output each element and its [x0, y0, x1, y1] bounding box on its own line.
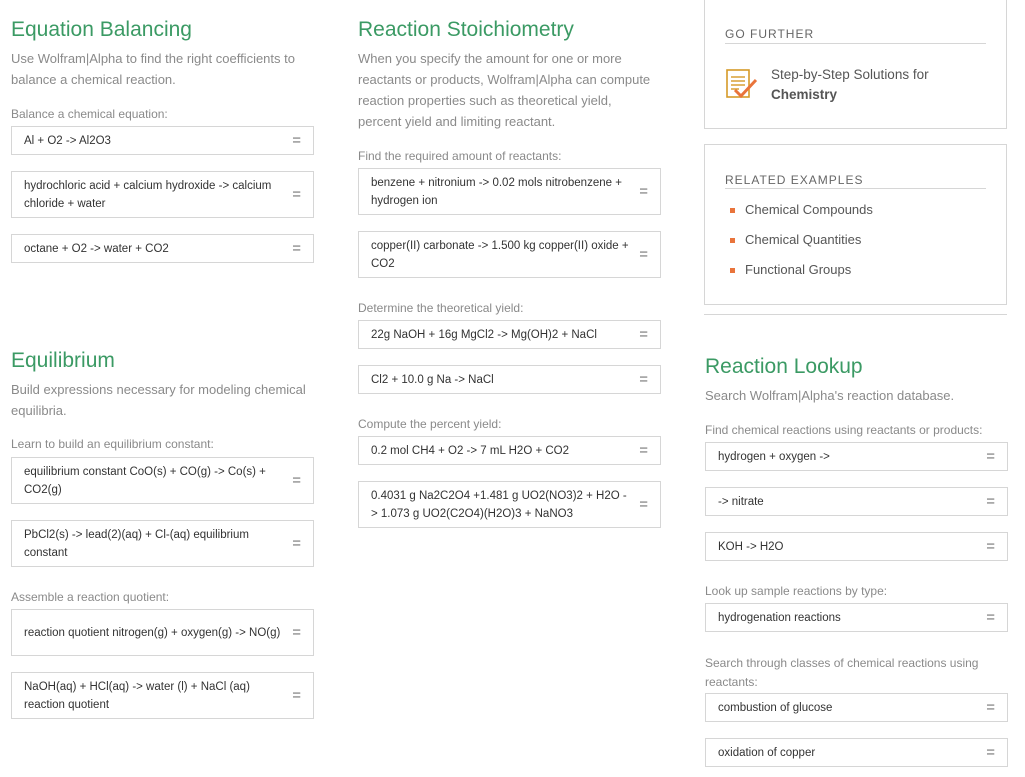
compute-equals-icon[interactable]: =: [292, 185, 301, 203]
example-text: oxidation of copper: [718, 746, 816, 759]
related-link-chemical-quantities[interactable]: Chemical Quantities: [745, 232, 862, 247]
example-text: Al + O2 -> Al2O3: [24, 134, 111, 147]
example-text: copper(II) carbonate -> 1.500 kg copper(II) oxide + CO2: [371, 239, 629, 270]
equilibrium-constant-label: Learn to build an equilibrium constant:: [11, 437, 214, 451]
example-input[interactable]: [358, 320, 661, 349]
compute-equals-icon[interactable]: =: [639, 495, 648, 513]
equilibrium-description: Build expressions necessary for modeling chemical equilibria.: [11, 382, 306, 418]
stoichiometry-title: Reaction Stoichiometry: [358, 18, 574, 41]
example-input[interactable]: [705, 693, 1008, 722]
stoichiometry-description: When you specify the amount for one or more reactants or products, Wolfram|Alpha can compute reaction properties such as theoretical yield, percent yield and limiting reactant.: [358, 51, 651, 129]
reaction-lookup-description: Search Wolfram|Alpha's reaction database.: [705, 388, 955, 403]
required-reactants-label: Find the required amount of reactants:: [358, 149, 562, 163]
step-by-step-line1: Step-by-Step Solutions for: [771, 67, 929, 82]
bullet-icon: [730, 268, 735, 273]
example-text: hydrogen + oxygen ->: [718, 450, 830, 463]
example-text: PbCl2(s) -> lead(2)(aq) + Cl-(aq) equilibrium constant: [24, 528, 249, 559]
example-text: hydrochloric acid + calcium hydroxide -> calcium chloride + water: [24, 179, 272, 210]
compute-equals-icon[interactable]: =: [639, 441, 648, 459]
equation-balancing-description: Use Wolfram|Alpha to find the right coefficients to balance a chemical reaction.: [11, 51, 295, 87]
section-divider: [704, 314, 1007, 315]
theoretical-yield-label: Determine the theoretical yield:: [358, 301, 524, 315]
example-text: reaction quotient nitrogen(g) + oxygen(g) -> NO(g): [24, 626, 281, 639]
example-input[interactable]: [705, 738, 1008, 767]
compute-equals-icon[interactable]: =: [292, 471, 301, 489]
reaction-quotient-label: Assemble a reaction quotient:: [11, 590, 170, 604]
compute-equals-icon[interactable]: =: [986, 537, 995, 555]
step-by-step-link[interactable]: [771, 65, 929, 105]
related-link-functional-groups[interactable]: Functional Groups: [745, 262, 852, 277]
example-text: -> nitrate: [718, 495, 764, 508]
example-text: 22g NaOH + 16g MgCl2 -> Mg(OH)2 + NaCl: [371, 328, 597, 341]
go-further-heading: GO FURTHER: [725, 27, 815, 41]
example-input[interactable]: [358, 365, 661, 394]
compute-equals-icon[interactable]: =: [639, 182, 648, 200]
example-input[interactable]: [11, 672, 314, 719]
compute-equals-icon[interactable]: =: [639, 245, 648, 263]
compute-equals-icon[interactable]: =: [986, 492, 995, 510]
example-text: KOH -> H2O: [718, 540, 784, 553]
related-examples-panel: [704, 144, 1007, 305]
compute-equals-icon[interactable]: =: [986, 447, 995, 465]
example-input[interactable]: [11, 171, 314, 218]
compute-equals-icon[interactable]: =: [986, 698, 995, 716]
example-input[interactable]: [11, 234, 314, 263]
example-input[interactable]: [705, 603, 1008, 632]
percent-yield-label: Compute the percent yield:: [358, 417, 502, 431]
step-by-step-line2: Chemistry: [771, 87, 838, 102]
compute-equals-icon[interactable]: =: [986, 743, 995, 761]
example-input[interactable]: [358, 168, 661, 215]
related-link-chemical-compounds[interactable]: Chemical Compounds: [745, 202, 873, 217]
balance-equation-label: Balance a chemical equation:: [11, 107, 168, 121]
equation-balancing-title: Equation Balancing: [11, 18, 192, 41]
reactions-by-type-label: Look up sample reactions by type:: [705, 584, 888, 598]
reaction-lookup-title: Reaction Lookup: [705, 355, 863, 378]
example-input[interactable]: [358, 436, 661, 465]
example-input[interactable]: [11, 126, 314, 155]
equilibrium-title: Equilibrium: [11, 349, 115, 372]
compute-equals-icon[interactable]: =: [292, 239, 301, 257]
example-input[interactable]: [358, 231, 661, 278]
panel-divider: [725, 43, 986, 44]
compute-equals-icon[interactable]: =: [292, 534, 301, 552]
example-input[interactable]: [705, 487, 1008, 516]
compute-equals-icon[interactable]: =: [986, 608, 995, 626]
reactants-products-label: Find chemical reactions using reactants or products:: [705, 423, 983, 437]
compute-equals-icon[interactable]: =: [292, 686, 301, 704]
example-input[interactable]: [358, 481, 661, 528]
step-by-step-icon[interactable]: [725, 69, 759, 101]
example-text: hydrogenation reactions: [718, 611, 841, 624]
panel-divider: [725, 188, 986, 189]
example-text: octane + O2 -> water + CO2: [24, 242, 169, 255]
example-text: Cl2 + 10.0 g Na -> NaCl: [371, 373, 494, 386]
example-text: benzene + nitronium -> 0.02 mols nitrobenzene + hydrogen ion: [371, 176, 622, 207]
example-input[interactable]: [11, 457, 314, 504]
example-text: 0.2 mol CH4 + O2 -> 7 mL H2O + CO2: [371, 444, 570, 457]
example-input[interactable]: [705, 442, 1008, 471]
example-text: combustion of glucose: [718, 701, 833, 714]
example-input[interactable]: [11, 520, 314, 567]
related-examples-heading: RELATED EXAMPLES: [725, 173, 864, 187]
example-input[interactable]: [11, 609, 314, 656]
compute-equals-icon[interactable]: =: [292, 131, 301, 149]
compute-equals-icon[interactable]: =: [292, 623, 301, 641]
example-text: NaOH(aq) + HCl(aq) -> water (l) + NaCl (aq) reaction quotient: [24, 680, 250, 711]
reaction-classes-label: Search through classes of chemical reactions using reactants:: [705, 656, 979, 689]
compute-equals-icon[interactable]: =: [639, 370, 648, 388]
example-text: 0.4031 g Na2C2O4 +1.481 g UO2(NO3)2 + H2O -> 1.073 g UO2(C2O4)(H2O)3 + NaNO3: [371, 489, 627, 520]
bullet-icon: [730, 208, 735, 213]
example-text: equilibrium constant CoO(s) + CO(g) -> Co(s) + CO2(g): [24, 465, 266, 496]
bullet-icon: [730, 238, 735, 243]
example-input[interactable]: [705, 532, 1008, 561]
compute-equals-icon[interactable]: =: [639, 325, 648, 343]
go-further-panel: [704, 0, 1007, 129]
